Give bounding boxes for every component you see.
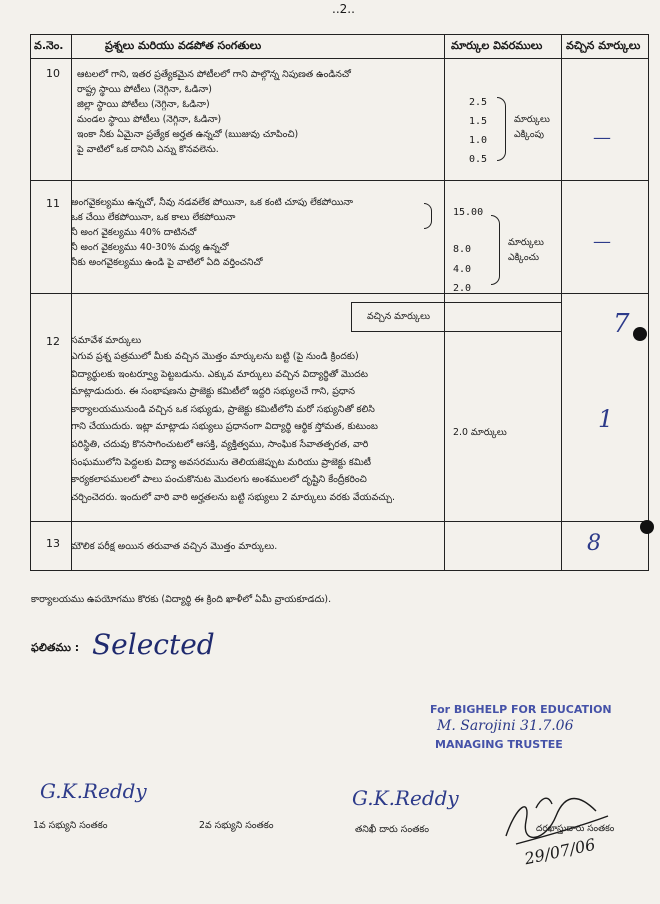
inspector-signature: G.K.Reddy xyxy=(352,786,459,810)
row13-obtained: 8 xyxy=(587,531,601,556)
office-note: కార్యాలయము ఉపయోగము కొరకు (విద్యార్థి ఈ క్రింది ఖాళీలో ఏమీ వ్రాయకూడదు). xyxy=(31,594,332,605)
row10-obtained: — xyxy=(593,127,611,148)
result-handwritten: Selected xyxy=(92,628,215,661)
row11-line: నీ అంగ వైకల్యము 40% దాటినచో xyxy=(71,227,197,238)
brace-label-line: మార్కులు xyxy=(514,114,550,125)
page-number: ..2.. xyxy=(332,2,355,16)
second-member-label: 2వ సభ్యుని సంతకం xyxy=(199,820,274,831)
row12-text xyxy=(71,348,395,506)
stamp-org: For BIGHELP FOR EDUCATION xyxy=(430,703,612,716)
row12-line: కార్యాలయమునుండి వచ్చిన ఒక సభ్యుడు, ప్రాజెక్టు కమిటీలోని మరో సభ్యునితో కలిసి xyxy=(71,403,375,415)
header-questions: ప్రశ్నలు మరియు వడపోత సంగతులు xyxy=(105,39,262,52)
brace-label-line: మార్కులు xyxy=(508,237,544,248)
stamp-signature: M. Sarojini 31.7.06 xyxy=(437,718,574,734)
row10-value: 1.0 xyxy=(469,135,488,146)
row12-obtained-top: 7 xyxy=(613,309,630,339)
first-member-signature: G.K.Reddy xyxy=(40,779,147,803)
row10-text xyxy=(77,67,351,157)
row11-line: నీకు అంగవైకల్యము ఉండి పై వాటిలో ఏది వర్తించనిచో xyxy=(71,257,263,268)
brace-label-line: ఎక్కింపు xyxy=(514,129,544,140)
row10-values xyxy=(469,93,487,169)
evaluation-table xyxy=(30,34,649,571)
row11-value: 8.0 xyxy=(453,244,472,255)
row-divider xyxy=(31,180,648,181)
row12-line: పరిస్థితి, చదువు కొనసాగించుటలో ఆసక్తి, వ్యక్తిత్వము, సాంఘిక సేవాతత్పరత, వారి xyxy=(71,438,369,450)
row12-line: మాట్లాడుదురు. ఈ సంభాషణను ప్రాజెక్టు కమిటీలో ఇద్దరి సభ్యులచే గాని, ప్రధాన xyxy=(71,386,355,398)
row11-value: 2.0 xyxy=(453,283,472,294)
result-label: ఫలితము : xyxy=(31,641,80,654)
row10-line: జిల్లా స్థాయి పోటీలు (నెగ్గినా, ఓడినా) xyxy=(77,99,210,110)
row10-brace-label xyxy=(514,112,550,142)
row11-brace xyxy=(491,215,500,285)
row10-line: మండల స్థాయి పోటీలు (నెగ్గినా, ఓడినా) xyxy=(77,114,222,125)
row13-sno: 13 xyxy=(46,537,60,550)
row10-line: ఇంకా నీకు ఏమైనా ప్రత్యేక అర్హత ఉన్నచో (ఋజువు చూపించి) xyxy=(77,129,299,140)
binder-hole xyxy=(640,520,654,534)
row12-line: కార్యకలాపములలో పాలు పంచుకొనుట మొదలగు అంశములలో దృష్టిని కేంద్రీకరించి xyxy=(71,474,367,486)
row12-line: చర్చించెదరు. ఇందులో వారి వారి అర్హతలను బట్టి సభ్యులు 2 మార్కులు వరకు వేయవచ్చు. xyxy=(71,491,395,503)
row10-line: ఆటలలో గాని, ఇతర ప్రత్యేకమైన పోటీలలో గాని పాల్గొన్న నిపుణత ఉండినచో xyxy=(77,69,351,80)
row10-value: 1.5 xyxy=(469,116,488,127)
row-divider xyxy=(31,58,648,59)
applicant-date: 29/07/06 xyxy=(522,834,598,869)
row11-value: 4.0 xyxy=(453,264,472,275)
row12-line: గాని చేయుదురు. ఇట్లా మాట్లాడు సభ్యులు ప్రధానంగా విద్యార్థి ఆర్థిక స్తోమత, కుటుంబ xyxy=(71,421,378,433)
row12-line: ఎగువ ప్రశ్న పత్రములో మీకు వచ్చిన మొత్తం మార్కులను బట్టి (పై నుండి క్రిందకు) xyxy=(71,351,359,362)
row-divider xyxy=(31,521,648,522)
row11-text xyxy=(71,195,353,270)
row12-obtained: 1 xyxy=(598,405,614,433)
row10-line: పై వాటిలో ఒక దానిని ఎన్ను కొనవలెను. xyxy=(77,144,219,155)
row10-value: 2.5 xyxy=(469,97,488,108)
header-marks-details: మార్కుల వివరములు xyxy=(451,39,543,52)
row11-line: ఒక చేయి లేకపోయినా, ఒక కాలు లేకపోయినా xyxy=(71,212,236,223)
row13-text: మౌలిక పరీక్ష అయిన తరువాత వచ్చిన మొత్తం మార్కులు. xyxy=(71,541,278,552)
row12-marks: 2.0 మార్కులు xyxy=(453,427,507,438)
row12-sno: 12 xyxy=(46,335,60,348)
row11-brace-label xyxy=(508,235,544,265)
row10-brace xyxy=(497,97,506,161)
row-divider xyxy=(31,293,648,294)
inspector-label: తనిఖీ దారు సంతకం xyxy=(355,824,430,835)
row12-line: సంఘములోని పెద్దలకు విద్యా అవసరమును తెలియజెప్పుట మరియు ప్రాజెక్టు కమిటీ xyxy=(71,456,371,468)
row10-sno: 10 xyxy=(46,67,60,80)
header-marks-obtained: వచ్చిన మార్కులు xyxy=(566,39,641,52)
row12-obtained-label: వచ్చిన మార్కులు xyxy=(367,311,431,322)
row11-line: నీ అంగ వైకల్యము 40-30% మధ్య ఉన్నచో xyxy=(71,242,229,253)
header-sno: వ.నెం. xyxy=(34,39,64,52)
row10-line: రాష్ట్ర స్థాయి పోటీలు (నెగ్గినా, ఓడినా) xyxy=(77,84,212,95)
row10-value: 0.5 xyxy=(469,154,488,165)
row12-title: సమావేశ మార్కులు xyxy=(71,335,142,346)
brace-label-line: ఎక్కించు xyxy=(508,252,539,263)
row11-obtained: — xyxy=(593,231,611,252)
column-divider xyxy=(561,35,562,570)
stamp-title: MANAGING TRUSTEE xyxy=(435,738,563,751)
row11-value: 15.00 xyxy=(453,207,484,218)
row12-line: విద్యార్థులకు ఇంటర్వ్యూ పెట్టబడును. ఎక్కువ మార్కులు వచ్చిన విద్యార్థితో మొదట xyxy=(71,368,369,380)
row11-sno: 11 xyxy=(46,197,60,210)
applicant-label: దరఖాస్తుదారు సంతకం xyxy=(536,824,615,834)
first-member-label: 1వ సభ్యుని సంతకం xyxy=(33,820,108,831)
row11-line: అంగవైకల్యము ఉన్నచో, నీవు నడవలేక పోయినా, ఒక కంటి చూపు లేకపోయినా xyxy=(71,197,353,208)
row11-small-brace xyxy=(424,203,432,229)
binder-hole xyxy=(633,327,647,341)
